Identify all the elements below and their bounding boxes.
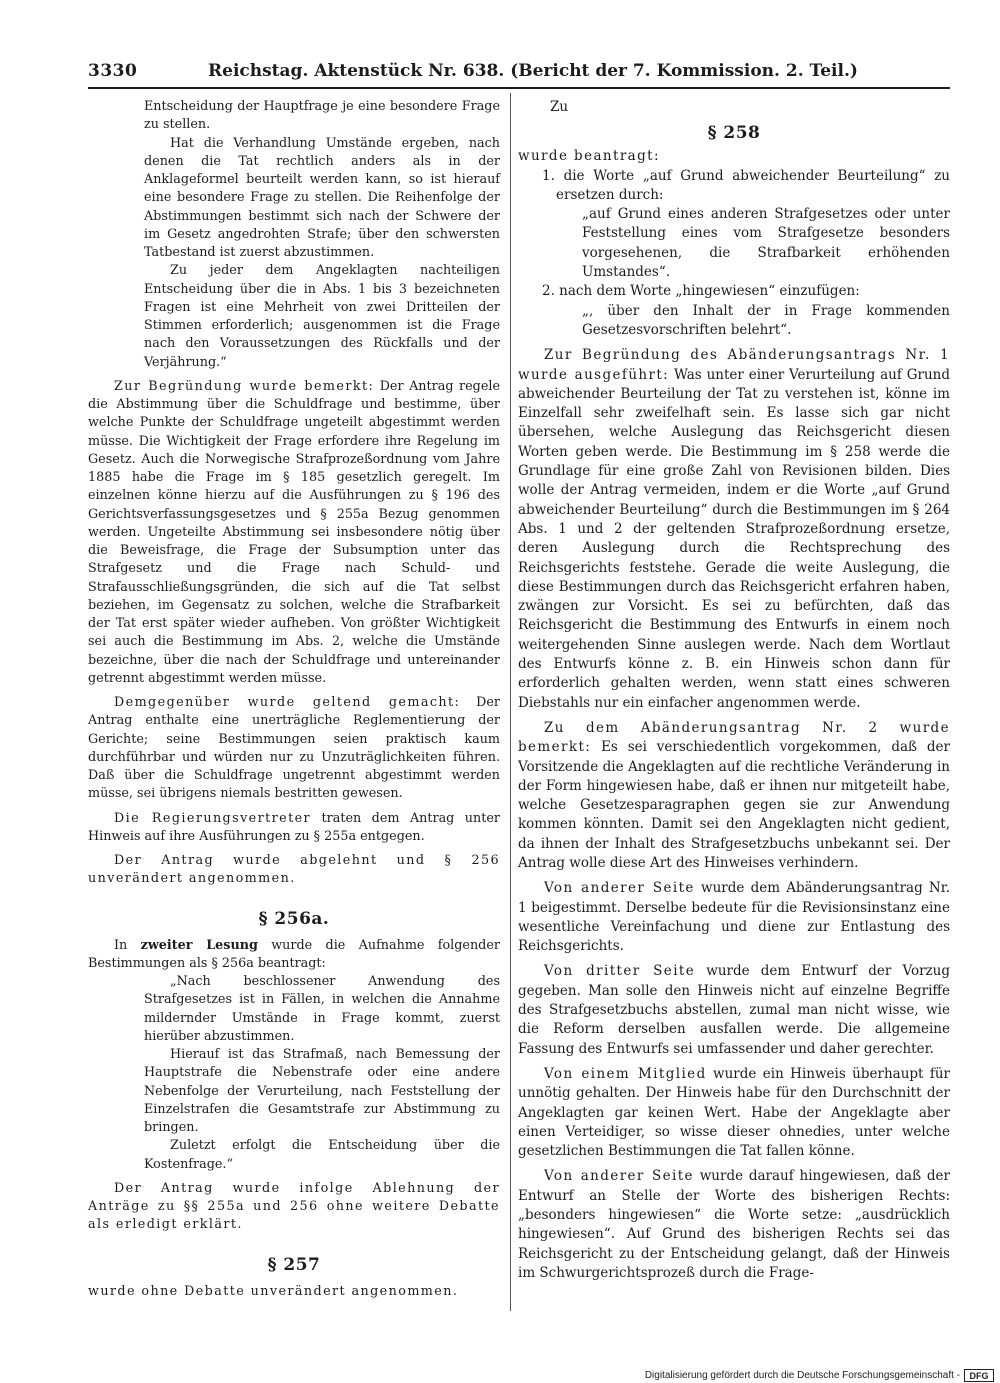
- running-head-title: Reichstag. Aktenstück Nr. 638. (Bericht der 7. Kommission. 2. Teil.): [208, 61, 858, 81]
- quote-paragraph: Hierauf ist das Strafmaß, nach Bemessung der Hauptstrafe die Nebenstrafe oder eine andere Nebenfolge der Verurteilung, nach Feststellung der Einzelstrafen die Gesamtstrafe zur Abstimmung zu bringen.: [144, 1047, 500, 1135]
- emphasis: zweiter Lesung: [140, 937, 258, 953]
- paragraph-text: Es sei verschiedentlich vorgekommen, daß der Vorsitzende die Angeklagten auf die rechtliche Veränderung in der Form hingewiesen habe, daß er ihnen nur mitgeteilt habe, welche Gesetzesparagraphen gegen sie zur Anwendung kommen könnten. Damit sei den Angeklagten nicht gedient, da ihnen der Inhalt des Strafgesetzbuchs unbekannt sei. Der Antrag wolle diese Art des Hinweises verhindern.: [518, 739, 950, 871]
- paragraph-text: traten dem Antrag unter Hinweis auf ihre Ausführungen zu § 255a entgegen.: [88, 810, 500, 844]
- quote-paragraph: Entscheidung der Hauptfrage je eine besondere Frage zu stellen.: [144, 99, 500, 133]
- quote-continuation: [88, 98, 500, 372]
- quote-block: „, über den Inhalt der in Frage kommenden Gesetzesvorschriften belehrt“.: [582, 302, 950, 338]
- list-item: 1. die Worte „auf Grund abweichender Beurteilung“ zu ersetzen durch:: [542, 167, 950, 203]
- paragraph-lead: Demgegenüber wurde geltend gemacht:: [114, 695, 461, 710]
- header-rule: [88, 87, 950, 89]
- body-paragraph: wurde ohne Debatte unverändert angenommen.: [88, 1283, 459, 1299]
- quote-paragraph: Zuletzt erfolgt die Entscheidung über die Kostenfrage.“: [144, 1138, 500, 1172]
- paragraph-lead: Zur Begründung des Abänderungsantrags Nr. 1 wurde ausgeführt:: [518, 347, 950, 383]
- quote-paragraph: Zu jeder dem Angeklagten nachteiligen Entscheidung über die in Abs. 1 bis 3 bezeichneten Fragen ist eine Mehrheit von zwei Dritteilen der Stimmen erforderlich; ausgenommen ist die Frage nach den Voraussetzungen des Rückfalls und der Verjährung.“: [144, 263, 500, 370]
- right-column: [518, 98, 950, 1283]
- paragraph-lead: Von einem Mitglied: [544, 1065, 707, 1082]
- dfg-logo: DFG: [964, 1369, 994, 1382]
- intro-line: wurde beantragt:: [518, 148, 660, 165]
- list-item: 2. nach dem Worte „hingewiesen“ einzufügen:: [542, 283, 860, 300]
- paragraph-lead: Zu dem Abänderungsantrag Nr. 2 wurde bemerkt:: [518, 719, 950, 756]
- paragraph-text: wurde die Aufnahme folgender Bestimmungen als § 256a beantragt:: [88, 937, 500, 971]
- paragraph-text: Der Antrag enthalte eine unerträgliche Reglementierung der Gerichte; seine Bestimmungen seien praktisch kaum durchführbar und würden nur zu Unzuträglichkeiten führen. Daß über die Schuldfrage ungetrennt abgestimmt werden müsse, sei übrigens niemals bestritten gewesen.: [88, 695, 500, 802]
- section-heading-257: § 257: [267, 1254, 321, 1275]
- paragraph-text: Was unter einer Verurteilung auf Grund abweichender Beurteilung der Tat zu verstehen ist, könne im Einzelfall sehr zweifelhaft sein. Es lasse sich gar nicht übersehen, welche Auslegung das Reichsgericht diesen Worten geben werde. Die Bestimmung im § 258 werde die Grundlage für eine große Zahl von Revisionen bilden. Dies wolle der Antrag vermeiden, indem er die Worte „auf Grund abweichender Beurteilung“ durch die Bestimmungen im § 264 Abs. 1 und 2 der geltenden Strafprozeßordnung ersetze, deren Auslegung durch die Rechtsprechung des Reichsgerichts feststehe. Gerade die weite Auslegung, die diese Bestimmungen durch das Reichsgericht erfahren haben, zwängen zur Vorsicht. Es sei zu befürchten, daß das Reichsgericht die Bestimmung des Entwurfs in einem noch weitergehenden Sinne auslegen werde. Nach dem Wortlaut des Entwurfs könne z. B. ein Hinweis schon dann für erforderlich gehalten werden, wenn statt eines schweren Diebstahls nur ein einfacher angenommen werde.: [518, 366, 950, 711]
- body-paragraph: [88, 937, 500, 974]
- body-paragraph: Der Antrag wurde infolge Ablehnung der Anträge zu §§ 255a und 256 ohne weitere Debatte als erledigt erklärt.: [88, 1180, 500, 1233]
- body-paragraph: [518, 879, 950, 956]
- body-paragraph: [518, 346, 950, 713]
- section-heading-258: § 258: [707, 123, 761, 144]
- left-column: [88, 98, 500, 1301]
- body-paragraph: [518, 719, 950, 873]
- body-paragraph: [88, 810, 500, 847]
- body-paragraph: [518, 1065, 950, 1161]
- paragraph-text: wurde ein Hinweis überhaupt für unnötig gehalten. Der Hinweis habe für den Durchschnitt der Angeklagten gar keinen Wert. Habe der Angeklagte aber einen Verteidiger, so wisse dieser ohnedies, unter welche gesetzlichen Bestimmungen die Tat fallen könne.: [518, 1065, 951, 1160]
- page-number: 3330: [88, 61, 138, 81]
- digitization-footer: [0, 1368, 1000, 1383]
- zu-line: Zu: [550, 99, 569, 115]
- quote-paragraph: „Nach beschlossener Anwendung des Strafgesetzes ist in Fällen, in welchen die Annahme mildernder Umstände in Frage kommt, zuerst hierüber abzustimmen.: [144, 974, 500, 1044]
- paragraph-text: wurde dem Entwurf der Vorzug gegeben. Man solle den Hinweis nicht auf einzelne Begriffe des Strafgesetzbuchs abstellen, zumal man nicht wisse, wie die Reform derselben ausfallen werde. Die allgemeine Fassung des Entwurfs sei umfassender und daher gerechter.: [518, 963, 951, 1057]
- paragraph-lead: Von dritter Seite: [544, 963, 696, 980]
- paragraph-lead: Zur Begründung wurde bemerkt:: [114, 378, 375, 394]
- paragraph-lead: Von anderer Seite: [544, 880, 695, 897]
- paragraph-text: wurde dem Abänderungsantrag Nr. 1 beigestimmt. Derselbe bedeute für die Revisionsinstanz eine wesentliche Vereinfachung und diene zur Entlastung des Reichsgerichts.: [518, 880, 950, 955]
- footer-credit: Digitalisierung gefördert durch die Deutsche Forschungsgemeinschaft -: [644, 1370, 960, 1381]
- running-header: [88, 58, 950, 84]
- quote-paragraph: Hat die Verhandlung Umstände ergeben, nach denen die Tat rechtlich anders als in der Anklageformel beurteilt werden kann, so ist hierauf eine besondere Frage zu stellen. Die Reihenfolge der Abstimmungen bestimmt sich nach der Schwere der im Gesetz angedrohten Strafe; über den schwersten Tatbestand ist zuerst abzustimmen.: [144, 135, 500, 260]
- body-paragraph: Der Antrag wurde abgelehnt und § 256 unverändert angenommen.: [88, 853, 500, 887]
- body-paragraph: [88, 378, 500, 688]
- paragraph-text: wurde darauf hingewiesen, daß der Entwurf an Stelle der Worte des bisherigen Rechts: „besonders hingewiesen“ die Worte setze: „ausdrücklich hingewiesen“. Auf Grund des bisherigen Rechts sei das Reichsgericht zu der Entscheidung gelangt, daß der Hinweis im Schwurgerichtsprozeß durch die Frage-: [518, 1168, 950, 1281]
- paragraph-text: Der Antrag regele die Abstimmung über die Schuldfrage und bestimme, über welche Punkte der Schuldfrage ungeteilt abgestimmt werden müsse. Die Wichtigkeit der Frage erfordere ihre Regelung im Gesetz. Auch die Norwegische Strafprozeßordnung vom Jahre 1885 habe die Frage im § 185 gesetzlich geregelt. Im einzelnen könne hierzu auf die Ausführungen zu § 196 des Gerichtsverfassungsgesetzes und § 255a Bezug genommen werden. Ungeteilte Abstimmung sei insbesondere nötig über die Beweisfrage, die Frage der Subsumption unter das Strafgesetz und die Frage nach Schuld- und Strafausschließungsgründen, die sich auf die Tat selbst beziehen, im Gegensatz zu solchen, welche die Strafbarkeit der Tat erst später wieder aufheben. Von größter Wichtigkeit sei auch die Bestimmung im Abs. 2, welche die Umstände bezeichne, über die nach der Schuldfrage und untereinander getrennt abgestimmt werden müsse.: [88, 378, 500, 686]
- body-paragraph: [518, 962, 950, 1058]
- paragraph-lead: Die Regierungsvertreter: [114, 810, 312, 826]
- body-paragraph: [88, 694, 500, 804]
- paragraph-lead: Von anderer Seite: [544, 1168, 694, 1185]
- column-divider: [510, 93, 511, 1311]
- section-heading-256a: § 256a.: [258, 908, 330, 929]
- body-paragraph: [518, 1167, 950, 1283]
- quote-256a: [88, 973, 500, 1174]
- paragraph-text: In: [114, 937, 141, 953]
- quote-block: „auf Grund eines anderen Strafgesetzes oder unter Feststellung eines vom Strafgesetze besonders vorgesehenen, die Strafbarkeit erhöhenden Umstandes“.: [582, 206, 950, 281]
